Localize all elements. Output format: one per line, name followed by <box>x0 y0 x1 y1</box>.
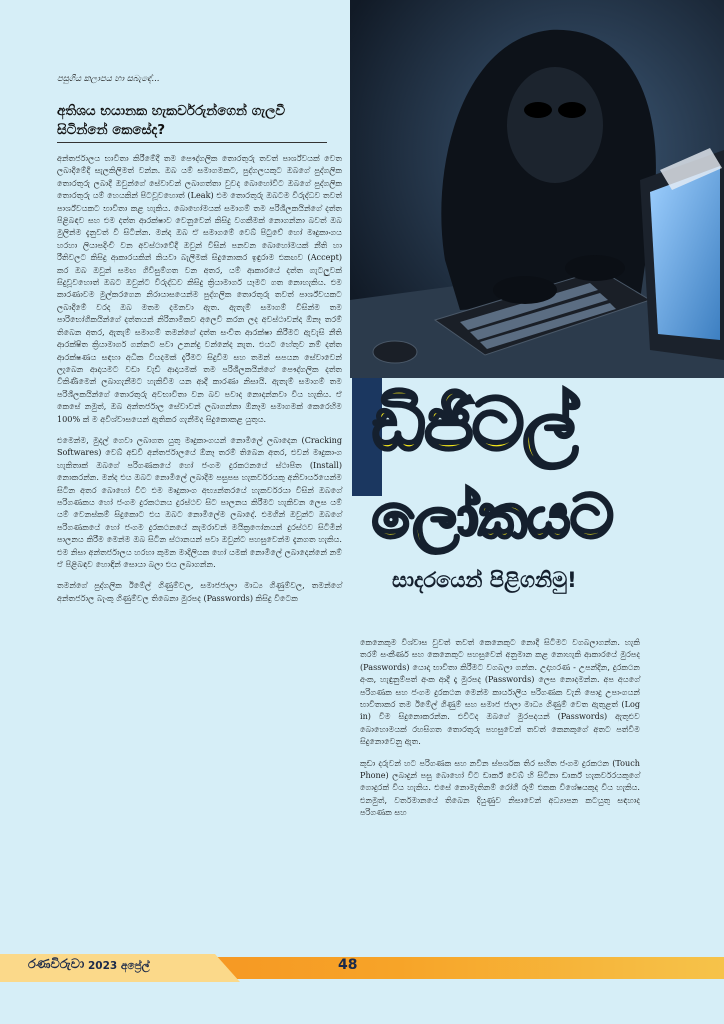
paragraph: තමන්ගේ පුද්ගලික ඊමේල් ගිණුම්වල, සමාජජාලා මාධ්‍ය ගිණුම්වල, තමන්ගේ අන්තර්ජාල බැංකු ගිණුම්වල තිබෙනා මුරපද (Passwords) කිසිදු විටෙක <box>57 580 342 603</box>
hacker-illustration <box>350 0 724 378</box>
section-kicker: පසුගිය කලාපය හා සබැඳේ... <box>57 74 160 84</box>
article-column-right <box>360 636 640 828</box>
magazine-logo: රණවිරුවා <box>28 957 85 972</box>
paragraph: කෙනෙකුම විශ්වාස වුවත් තවත් කෙනෙකුට නොදී සිටීමට වගබලාගන්න. හැකි තරම් සංකීර්ණ සහ කෙනෙකුට පහසුවෙන් අනුමාන කළ නොහැකි ආකාරයේ මුරපද (Passwords) යොදා භාවිතා කිරීමට වගබලා ගන්න. උදාහරණ - උපන්දින, දුරකථන අංක, හැඳුනුම්පත් අංක ආදී දෑ මුරපද (Passwords) ලෙස නොදමන්න. අප අයගේ පරිගණක සහ ජංගම දුරකථන මෙන්ම කාර්යාලීය පරිගණක වැනි පොදු උපාංගයන් භාවිතාකර තම ඊමේල් ගිණුම් සහ සමාජ ජාලා මාධ්‍ය ගිණුම් වෙත ඇතුළත් (Log in) වීම සිදුනොකරන්න. එවිටද ඔබගේ මුරපදයන් (Passwords) ඇතුළුව බොහොමයක් රහසිගත තොරතුරු පහසුවෙන් තවත් කෙනකුගේ අතට පත්වීම සිදුනොවෙනු ඇත. <box>360 637 640 747</box>
issue-date: 2023 අප්‍රේල් <box>88 960 150 972</box>
paragraph: අන්තර්ජාලය භාවිතා කිරීමේදී තම පෞද්ගලික තොරතුරු තවත් පාර්ශ්වයක් වෙත ලබාදීමේදී සැලකිලිමත් වන්න. ඔබ යම් සමාගමකට, පුද්ගලයකුට ඔබගේ පුද්ගලික තොරතුරු ලබාදී ඔවුන්ගේ සේවාවන් ලබාගත්තා වුවද බොහෝවිට ඔබගේ පුද්ගලික තොරතුරු යම් හෙයකින් පිටවූවහොත් (Leak) එම තොරතුරු ඔබටම විරුද්ධව තවත් පාර්ශ්වයකට භාවිතා කළ හැකිය. බොහෝමයක් සමාගම් තම පරිශීලකයින්ගේ දත්ත පිළිබඳව සහ එම දත්ත ආරක්ෂාව වෙනුවෙන් කිසිදු වගකීමක් නොගන්නා බවත් ඔබ මුලින්ම දැනුවත් වී සිටින්න. මන්ද ඔබ ඒ සමාගමේ වෙබ් පිටුවේ හෝ මෘදුකාංගය හරහා ලියාපදිංචි වන අවස්ථාවේදී ඔවුන් විසින් පනවන බොහෝමයක් නීති හා රීතිවලට කිසිදු ආකාරයකින් කියවා බැලීමක් සිදුනොකර ඉඳුරාම එකඟව (Accept) කර ඔබ ඔවුන් සමඟ ගිවිසුම්ගත වන අතර, යම් ආකාරයේ දත්ත ගැටලුවක් සිදුවූවහොත් ඔබට ඔවුන්ට විරුද්ධව කිසිදු ක්‍රියාමාර්ග යෑමට ගත නොහැකිය. එම කාරණාවම මුල්කරගෙන නිරායාසයෙන්ම පුද්ගලික තොරතුරු තවත් පාර්ශ්වයකට ලබාදීමේ වරද ඔබ මතම දමනවා ඇත. ඇතැම් සමාගම් විසින්ම තම පාරිභෝගිකයින්ගේ දත්තයන් නිරිනාමිකව අලෙවි කරන ලද අවස්ථාවන්ද ඕනෑ තරම් තිබෙන අතර, ඇතැම් සමාගම් තමන්ගේ දත්ත සංචිත ආරක්ෂා කිරීමට ඇවැසි නීති ආරක්ෂිත ක්‍රියාමාර්ග ගන්නට පවා උනන්දු වන්නේද නැත. එයට හේතුව නම් දත්ත ආරක්ෂණය සඳහා අධික වියදමක් දැරීමට සිදුවීම සහ තමන් සපයන සේවාවෙන් ලැබෙන ආදායමට වඩා වැඩි ආදායමක් තම පරිශීලකයින්ගේ පෞද්ගලික දත්ත විකිණීමෙන් ලබාගැනීමට හැකිවීම යන ආදී කාරණා නිසායි. ඇතැම් සමාගම් තම පරිශීලකයින්ගේ තොරතුරු අවභාවිතා වන බව පවාද නොදන්නවා විය හැකිය. ඒ කෙසේ නමුත්, ඔබ අන්තර්ජාල සේවාවන් ලබාගන්නා ඕනෑම සමාගමක් කෙරෙහිම 100% ක් ම අවිශ්වාසයෙන් ඇතිකර ගැනීමද සිදුකොකළ යුතුය. <box>57 153 342 424</box>
hero-title-line2: ලෝකයට <box>372 482 614 552</box>
hero-title-block <box>352 378 724 628</box>
article-headline: අතිශය භයානක හැකර්වරුන්ගෙන් ගැලවී සිටින්නේ කෙසේද? <box>57 102 327 143</box>
hacker-photo <box>350 0 724 378</box>
page-footer <box>0 950 724 1024</box>
hero-title-line1: ඩිජිටල් <box>372 382 577 466</box>
paragraph: එමෙන්ම, මුදල් ගෙවා ලබාගත යුතු මෘදුකාංගයන් නොමිලේ ලබාදෙන (Cracking Softwares) වෙබ් අඩවි අන්තර්ජාලයේ ඕනෑ තරම් තිබෙන අතර, එවන් මෘදුකාංග හැකිතාක් ඔබගේ පරිගණකයේ හෝ ජංගම දුරකථනයේ ස්ථාපිත (Install) නොකරන්න. මන්ද එය ඔබට නොමිලේ ලබාදීම පසුපස හැකර්වරයකු අනිවාර්යයෙන්ම සිටින අතර බොහෝ විට එම මෘදුකාංග අභ්‍යන්තරයේ හැකර්වරයා විසින් ඔබගේ පරිගණකය හෝ ජංගම දුරකථනය දුරස්ථව සිට පාලනය කිරීමට හැකිවන ලෙස යම් යම් වෙනස්කම් සිදුකොට එය ඔබට නොමිලේම ලබාදේ. එමගින් ඔවුන්ට ඔබගේ පරිගණකයේ හෝ ජංගම දුරකථනයේ කැමරාවන් මයික්‍රෆෝනයන් දුරස්ථව සිටිමින් පාලනය කිරීම මෙන්ම ඔබ සිටින ස්ථානයන් පවා ඔවුන්ට පහසුවෙන්ම දැනගත හැකිය. එම නිසා අන්තර්ජාලය හරහා කුමන මාදිලියක හෝ යමක් නොමිලේ ලබාදෙන්නේ නම් ඒ පිළිබඳව හොඳින් සොයා බලා එය ලබාගන්න. <box>57 434 342 569</box>
page-number: 48 <box>338 957 358 973</box>
hero-subtitle: සාදරයෙන් පිළිගනිමු! <box>392 568 577 592</box>
paragraph: කුඩා දරුවන් හට පරිගණක සහ නවීන ස්පර්ශක තිර සහිත ජංගම දුරකථන (Touch Phone) ලබාදුන් පසු බොහෝ විට ඩාර්ක් වෙබ් හි සිටිනා ඩාර්ක් හැකර්වරයකුගේ ගොදුරක් විය හැකිය. එසේ නොමැතිනම් රෝගී රූම් එකක විශේෂයකුද විය හැකිය. එනමුත්, වර්තමානයේ තිබෙන දියුණුව නිසාවෙන් අධ්‍යාපන කටයුතු සඳහාද පරිගණක සහ <box>360 757 640 818</box>
article-column-left <box>57 152 342 613</box>
